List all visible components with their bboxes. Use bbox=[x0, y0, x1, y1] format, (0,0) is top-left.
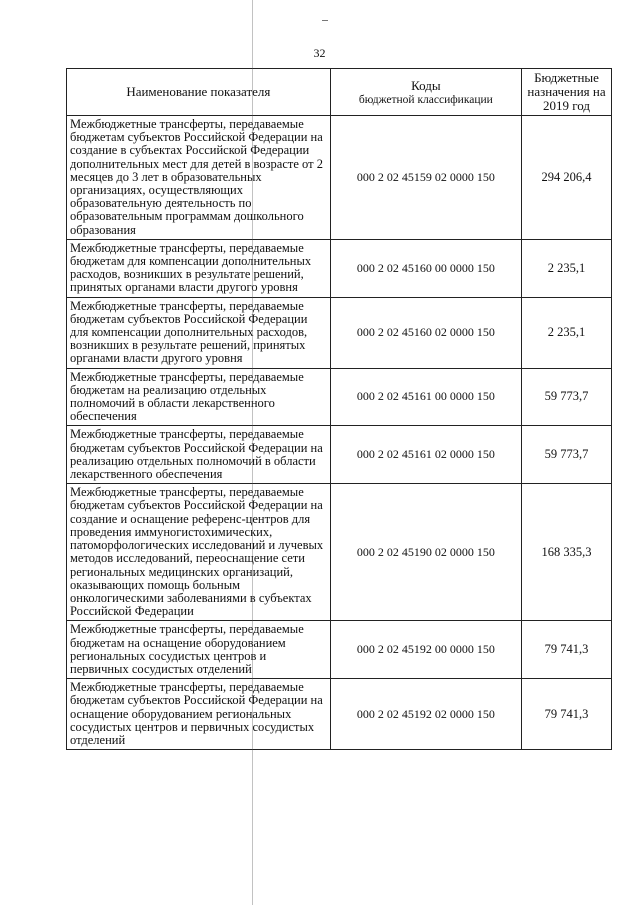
row-amount: 79 741,3 bbox=[522, 679, 612, 750]
table-header-row bbox=[67, 69, 612, 116]
header-code-sub: бюджетной классификации bbox=[358, 93, 493, 106]
row-code: 000 2 02 45192 00 0000 150 bbox=[330, 621, 521, 679]
row-name: Межбюджетные трансферты, передаваемые бюджетам для компенсации дополнительных расходов, возникших в результате решений, принятых органами власти другого уровня bbox=[67, 239, 331, 297]
row-code: 000 2 02 45161 02 0000 150 bbox=[330, 426, 521, 484]
row-code: 000 2 02 45160 00 0000 150 bbox=[330, 239, 521, 297]
scan-fold-line bbox=[252, 0, 253, 905]
table-row bbox=[67, 368, 612, 426]
row-code: 000 2 02 45159 02 0000 150 bbox=[330, 116, 521, 240]
row-name: Межбюджетные трансферты, передаваемые бюджетам на оснащение оборудованием региональных сосудистых центров и первичных сосудистых отделений bbox=[67, 621, 331, 679]
row-name: Межбюджетные трансферты, передаваемые бюджетам субъектов Российской Федерации на создание и оснащение референс-центров для проведения иммуногистохимических, патоморфологических исследований и лучевых методов исследований, переоснащение сети региональных медицинских организаций, оказывающих помощь больным онкологическими заболеваниями в субъектах Российской Федерации bbox=[67, 484, 331, 621]
header-code-title: Коды bbox=[411, 77, 441, 93]
table-row bbox=[67, 239, 612, 297]
header-name: Наименование показателя bbox=[67, 69, 331, 116]
row-amount: 2 235,1 bbox=[522, 239, 612, 297]
row-code: 000 2 02 45192 02 0000 150 bbox=[330, 679, 521, 750]
row-name: Межбюджетные трансферты, передаваемые бюджетам на реализацию отдельных полномочий в области лекарственного обеспечения bbox=[67, 368, 331, 426]
page-number: 32 bbox=[313, 46, 326, 60]
row-name: Межбюджетные трансферты, передаваемые бюджетам субъектов Российской Федерации на создание в субъектах Российской Федерации дополнительных мест для детей в возрасте от 2 месяцев до 3 лет в образовательных организациях, осуществляющих образовательную деятельность по образовательным программам дошкольного образования bbox=[67, 116, 331, 240]
budget-table bbox=[66, 68, 612, 750]
row-code: 000 2 02 45160 02 0000 150 bbox=[330, 297, 521, 368]
row-amount: 79 741,3 bbox=[522, 621, 612, 679]
table-row bbox=[67, 426, 612, 484]
row-name: Межбюджетные трансферты, передаваемые бюджетам субъектов Российской Федерации для компенсации дополнительных расходов, возникших в результате решений, принятых органами власти другого уровня bbox=[67, 297, 331, 368]
row-name: Межбюджетные трансферты, передаваемые бюджетам субъектов Российской Федерации на реализацию отдельных полномочий в области лекарственного обеспечения bbox=[67, 426, 331, 484]
row-name: Межбюджетные трансферты, передаваемые бюджетам субъектов Российской Федерации на оснащение оборудованием региональных сосудистых центров и первичных сосудистых отделений bbox=[67, 679, 331, 750]
row-amount: 168 335,3 bbox=[522, 484, 612, 621]
row-code: 000 2 02 45161 00 0000 150 bbox=[330, 368, 521, 426]
row-amount: 59 773,7 bbox=[522, 426, 612, 484]
header-code bbox=[330, 69, 521, 116]
header-amount: Бюджетные назначения на 2019 год bbox=[522, 69, 612, 116]
scan-mark bbox=[322, 20, 328, 21]
table-row bbox=[67, 116, 612, 240]
table-row bbox=[67, 621, 612, 679]
table-row bbox=[67, 679, 612, 750]
row-amount: 2 235,1 bbox=[522, 297, 612, 368]
row-amount: 59 773,7 bbox=[522, 368, 612, 426]
table-row bbox=[67, 484, 612, 621]
row-code: 000 2 02 45190 02 0000 150 bbox=[330, 484, 521, 621]
row-amount: 294 206,4 bbox=[522, 116, 612, 240]
table-row bbox=[67, 297, 612, 368]
